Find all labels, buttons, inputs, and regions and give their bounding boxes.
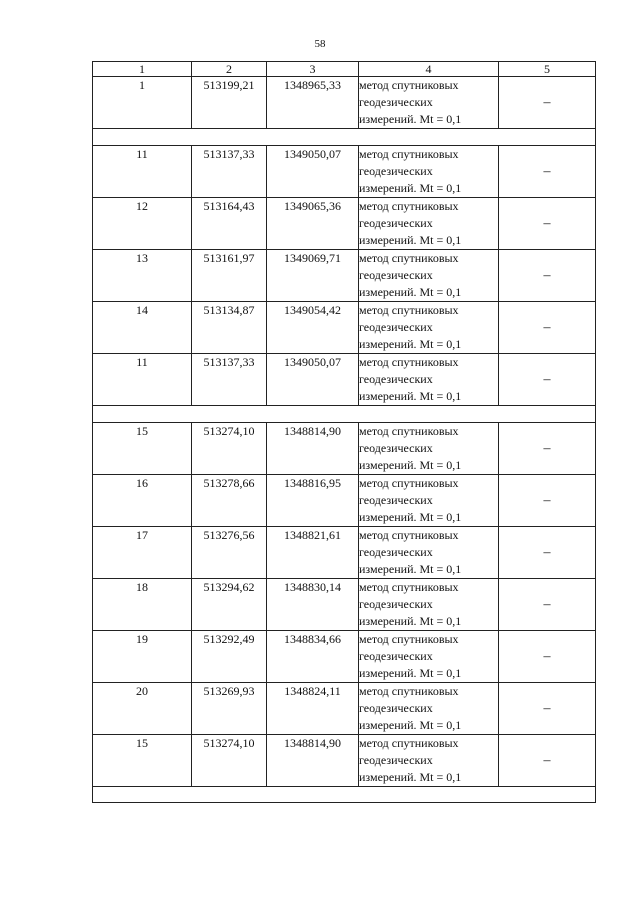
separator-cell [93,129,596,146]
method-text-line: геодезических [359,753,433,767]
separator-cell [93,406,596,423]
method-text-line: метод спутниковых [359,684,459,698]
table-row [93,198,596,250]
point-number-cell: 18 [93,579,192,631]
table-row [93,250,596,302]
method-text-line: геодезических [359,372,433,386]
method-text-line: геодезических [359,216,433,230]
table-header-row [93,62,596,77]
x-coordinate-cell: 513292,49 [192,631,267,683]
y-coordinate-cell: 1349054,42 [267,302,359,354]
table-row [93,735,596,787]
y-coordinate-cell: 1349050,07 [267,146,359,198]
error-cell: – [499,631,596,683]
table-row [93,631,596,683]
y-coordinate-cell: 1348821,61 [267,527,359,579]
x-coordinate-cell: 513164,43 [192,198,267,250]
y-coordinate-cell: 1348814,90 [267,423,359,475]
method-text-line: геодезических [359,268,433,282]
column-header-error: 5 [499,62,596,77]
x-coordinate-cell: 513199,21 [192,77,267,129]
column-header-y: 3 [267,62,359,77]
coordinates-table-body [93,62,596,803]
table-end-row [93,787,596,803]
y-coordinate-cell: 1349065,36 [267,198,359,250]
point-number-cell: 15 [93,423,192,475]
method-text-line: геодезических [359,597,433,611]
column-header-method: 4 [359,62,499,77]
method-text-line: метод спутниковых [359,528,459,542]
y-coordinate-cell: 1349069,71 [267,250,359,302]
method-text-line: измерений. Mt = 0,1 [359,285,462,299]
method-text-line: геодезических [359,320,433,334]
x-coordinate-cell: 513274,10 [192,735,267,787]
point-number-cell: 17 [93,527,192,579]
y-coordinate-cell: 1348814,90 [267,735,359,787]
point-number-cell: 15 [93,735,192,787]
y-coordinate-cell: 1348965,33 [267,77,359,129]
x-coordinate-cell: 513269,93 [192,683,267,735]
y-coordinate-cell: 1348834,66 [267,631,359,683]
x-coordinate-cell: 513134,87 [192,302,267,354]
error-cell: – [499,302,596,354]
method-text-line: метод спутниковых [359,736,459,750]
x-coordinate-cell: 513294,62 [192,579,267,631]
method-text-line: измерений. Mt = 0,1 [359,389,462,403]
method-text-line: геодезических [359,441,433,455]
point-number-cell: 1 [93,77,192,129]
point-number-cell: 19 [93,631,192,683]
table-row [93,146,596,198]
method-cell [359,735,499,787]
method-cell [359,683,499,735]
x-coordinate-cell: 513161,97 [192,250,267,302]
table-row [93,683,596,735]
method-cell [359,423,499,475]
point-number-cell: 13 [93,250,192,302]
method-text-line: метод спутниковых [359,199,459,213]
error-cell: – [499,146,596,198]
method-text-line: метод спутниковых [359,147,459,161]
method-cell [359,146,499,198]
point-number-cell: 14 [93,302,192,354]
method-text-line: метод спутниковых [359,580,459,594]
section-separator-row [93,406,596,423]
point-number-cell: 11 [93,354,192,406]
method-cell [359,475,499,527]
method-text-line: метод спутниковых [359,632,459,646]
x-coordinate-cell: 513276,56 [192,527,267,579]
method-text-line: измерений. Mt = 0,1 [359,562,462,576]
method-text-line: измерений. Mt = 0,1 [359,614,462,628]
error-cell: – [499,475,596,527]
method-text-line: измерений. Mt = 0,1 [359,458,462,472]
method-text-line: метод спутниковых [359,424,459,438]
separator-cell [93,787,596,803]
column-header-x: 2 [192,62,267,77]
method-text-line: геодезических [359,545,433,559]
y-coordinate-cell: 1348830,14 [267,579,359,631]
method-cell [359,354,499,406]
method-text-line: измерений. Mt = 0,1 [359,770,462,784]
method-cell [359,250,499,302]
method-cell [359,77,499,129]
method-cell [359,579,499,631]
error-cell: – [499,683,596,735]
method-text-line: метод спутниковых [359,303,459,317]
method-cell [359,302,499,354]
method-text-line: измерений. Mt = 0,1 [359,233,462,247]
error-cell: – [499,250,596,302]
y-coordinate-cell: 1348824,11 [267,683,359,735]
x-coordinate-cell: 513274,10 [192,423,267,475]
coordinates-table [92,61,596,803]
point-number-cell: 12 [93,198,192,250]
error-cell: – [499,527,596,579]
table-row [93,475,596,527]
point-number-cell: 11 [93,146,192,198]
method-text-line: метод спутниковых [359,78,459,92]
method-text-line: измерений. Mt = 0,1 [359,718,462,732]
section-separator-row [93,129,596,146]
x-coordinate-cell: 513137,33 [192,146,267,198]
method-text-line: метод спутниковых [359,476,459,490]
method-text-line: геодезических [359,493,433,507]
method-cell [359,198,499,250]
method-text-line: геодезических [359,649,433,663]
method-cell [359,631,499,683]
method-text-line: метод спутниковых [359,355,459,369]
table-row [93,77,596,129]
method-text-line: измерений. Mt = 0,1 [359,666,462,680]
table-row [93,579,596,631]
method-text-line: метод спутниковых [359,251,459,265]
y-coordinate-cell: 1348816,95 [267,475,359,527]
error-cell: – [499,198,596,250]
error-cell: – [499,579,596,631]
method-text-line: измерений. Mt = 0,1 [359,510,462,524]
method-text-line: измерений. Mt = 0,1 [359,181,462,195]
table-row [93,527,596,579]
point-number-cell: 20 [93,683,192,735]
method-text-line: геодезических [359,164,433,178]
x-coordinate-cell: 513278,66 [192,475,267,527]
y-coordinate-cell: 1349050,07 [267,354,359,406]
method-cell [359,527,499,579]
method-text-line: измерений. Mt = 0,1 [359,337,462,351]
method-text-line: измерений. Mt = 0,1 [359,112,462,126]
page-number: 58 [314,38,326,50]
table-row [93,354,596,406]
x-coordinate-cell: 513137,33 [192,354,267,406]
method-text-line: геодезических [359,95,433,109]
error-cell: – [499,735,596,787]
error-cell: – [499,423,596,475]
error-cell: – [499,77,596,129]
table-row [93,302,596,354]
table-row [93,423,596,475]
method-text-line: геодезических [359,701,433,715]
error-cell: – [499,354,596,406]
column-header-point-number: 1 [93,62,192,77]
point-number-cell: 16 [93,475,192,527]
